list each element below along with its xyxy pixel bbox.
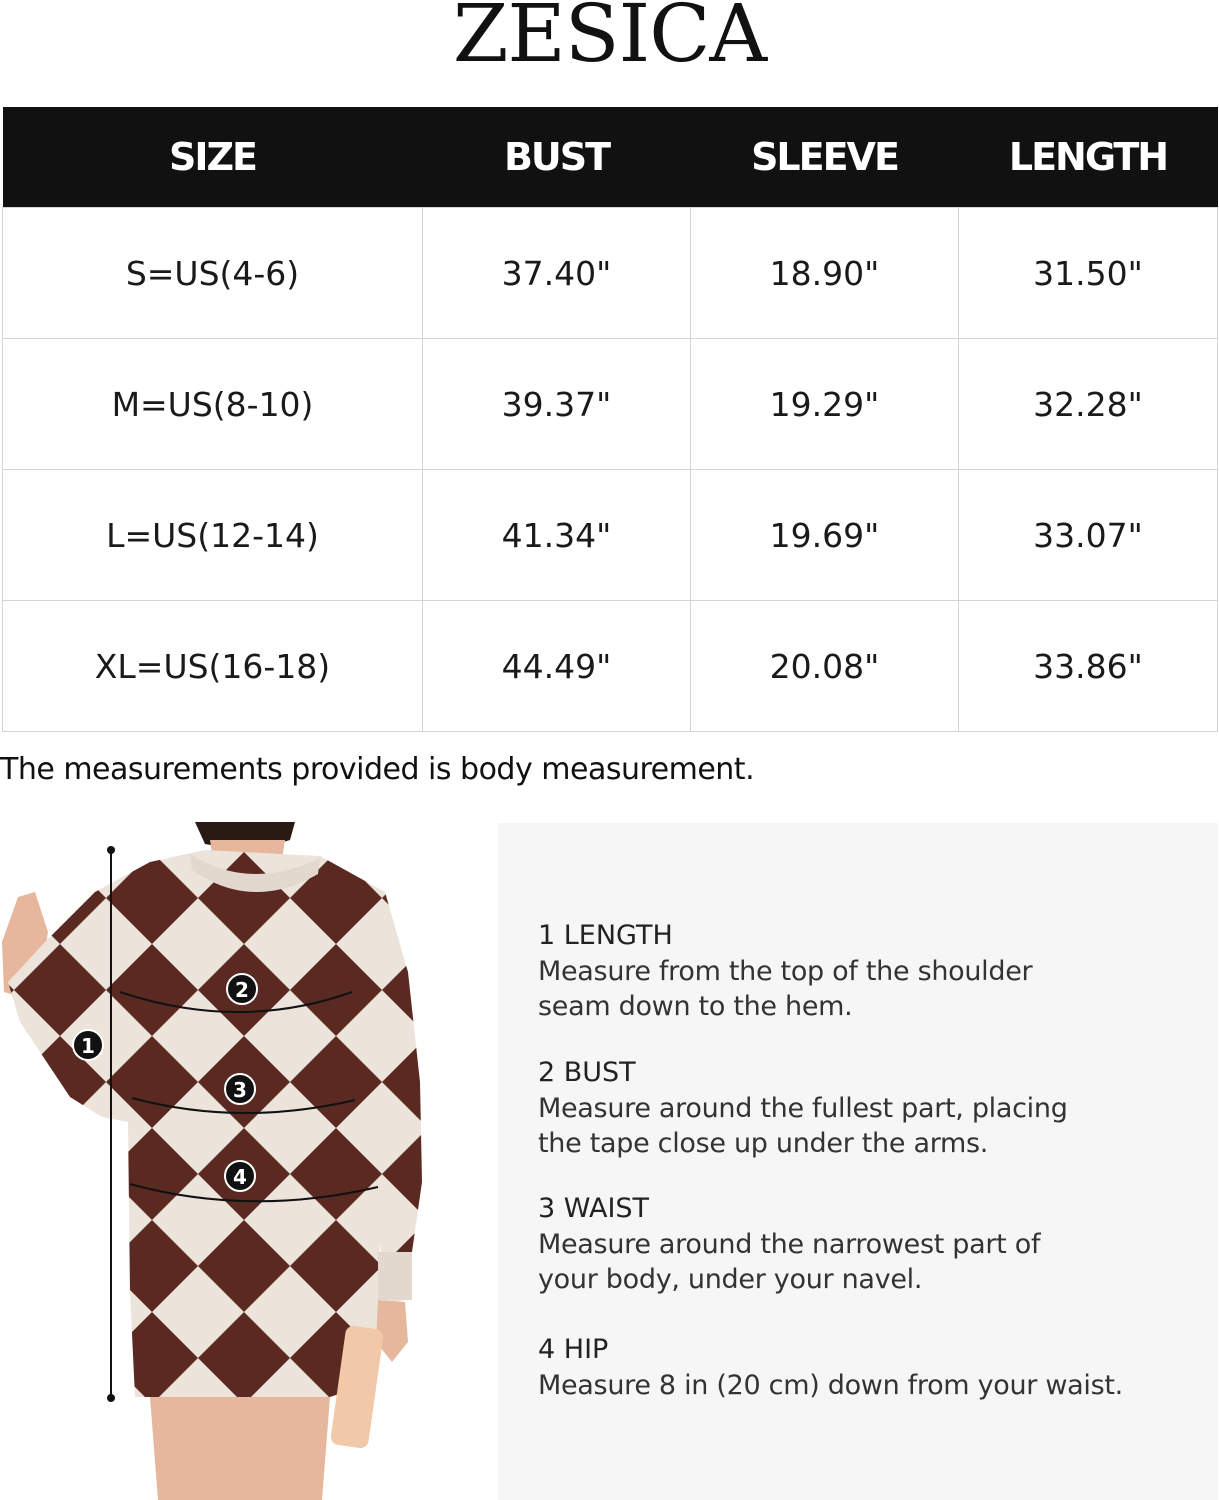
length-cell: 33.07"	[959, 470, 1218, 601]
table-row	[3, 208, 1218, 339]
measurement-note: The measurements provided is body measurement.	[0, 752, 755, 787]
sleeve-cell: 20.08"	[691, 601, 959, 732]
instruction-text: the tape close up under the arms.	[538, 1128, 989, 1159]
instruction-text: your body, under your navel.	[538, 1264, 923, 1295]
instruction-text: Measure around the narrowest part of	[538, 1229, 1041, 1260]
instruction-title: 4 HIP	[538, 1334, 609, 1365]
marker-3	[225, 1074, 255, 1104]
table-row	[3, 470, 1218, 601]
legs	[150, 1397, 330, 1500]
header-bust: BUST	[423, 107, 691, 208]
instruction-text: seam down to the hem.	[538, 991, 853, 1022]
header-length: LENGTH	[959, 107, 1218, 208]
instruction-length	[538, 918, 1178, 1024]
instruction-text: Measure 8 in (20 cm) down from your waist.	[538, 1370, 1123, 1401]
instruction-bust	[538, 1055, 1178, 1161]
right-cuff	[378, 1252, 412, 1300]
length-cell: 32.28"	[959, 339, 1218, 470]
header-size: SIZE	[3, 107, 423, 208]
size-chart-table	[2, 107, 1218, 732]
instruction-waist	[538, 1191, 1178, 1297]
marker-1	[73, 1030, 103, 1060]
marker-2	[227, 974, 257, 1004]
instruction-title: 1 LENGTH	[538, 920, 673, 951]
table-header-row	[3, 107, 1218, 208]
length-cell: 31.50"	[959, 208, 1218, 339]
instruction-text: Measure from the top of the shoulder	[538, 956, 1033, 987]
size-cell: M=US(8-10)	[3, 339, 423, 470]
size-cell: L=US(12-14)	[3, 470, 423, 601]
model-figure	[0, 822, 470, 1500]
bust-cell: 37.40"	[423, 208, 691, 339]
table-row	[3, 339, 1218, 470]
instruction-title: 2 BUST	[538, 1057, 636, 1088]
size-cell: XL=US(16-18)	[3, 601, 423, 732]
sleeve-cell: 19.69"	[691, 470, 959, 601]
svg-text:2: 2	[235, 978, 249, 1002]
instruction-hip	[538, 1332, 1178, 1403]
bust-cell: 41.34"	[423, 470, 691, 601]
bust-cell: 44.49"	[423, 601, 691, 732]
instruction-text: Measure around the fullest part, placing	[538, 1093, 1068, 1124]
table-row	[3, 601, 1218, 732]
marker-4	[225, 1161, 255, 1191]
svg-text:3: 3	[233, 1078, 247, 1102]
sleeve-cell: 18.90"	[691, 208, 959, 339]
brand-logo: ZESICA	[452, 0, 767, 80]
bust-cell: 39.37"	[423, 339, 691, 470]
sweater-illustration	[0, 822, 470, 1500]
length-cell: 33.86"	[959, 601, 1218, 732]
instruction-title: 3 WAIST	[538, 1193, 650, 1224]
instructions-panel	[498, 823, 1218, 1500]
size-cell: S=US(4-6)	[3, 208, 423, 339]
svg-text:1: 1	[81, 1034, 95, 1058]
sleeve-cell: 19.29"	[691, 339, 959, 470]
header-sleeve: SLEEVE	[691, 107, 959, 208]
svg-text:4: 4	[233, 1165, 247, 1189]
